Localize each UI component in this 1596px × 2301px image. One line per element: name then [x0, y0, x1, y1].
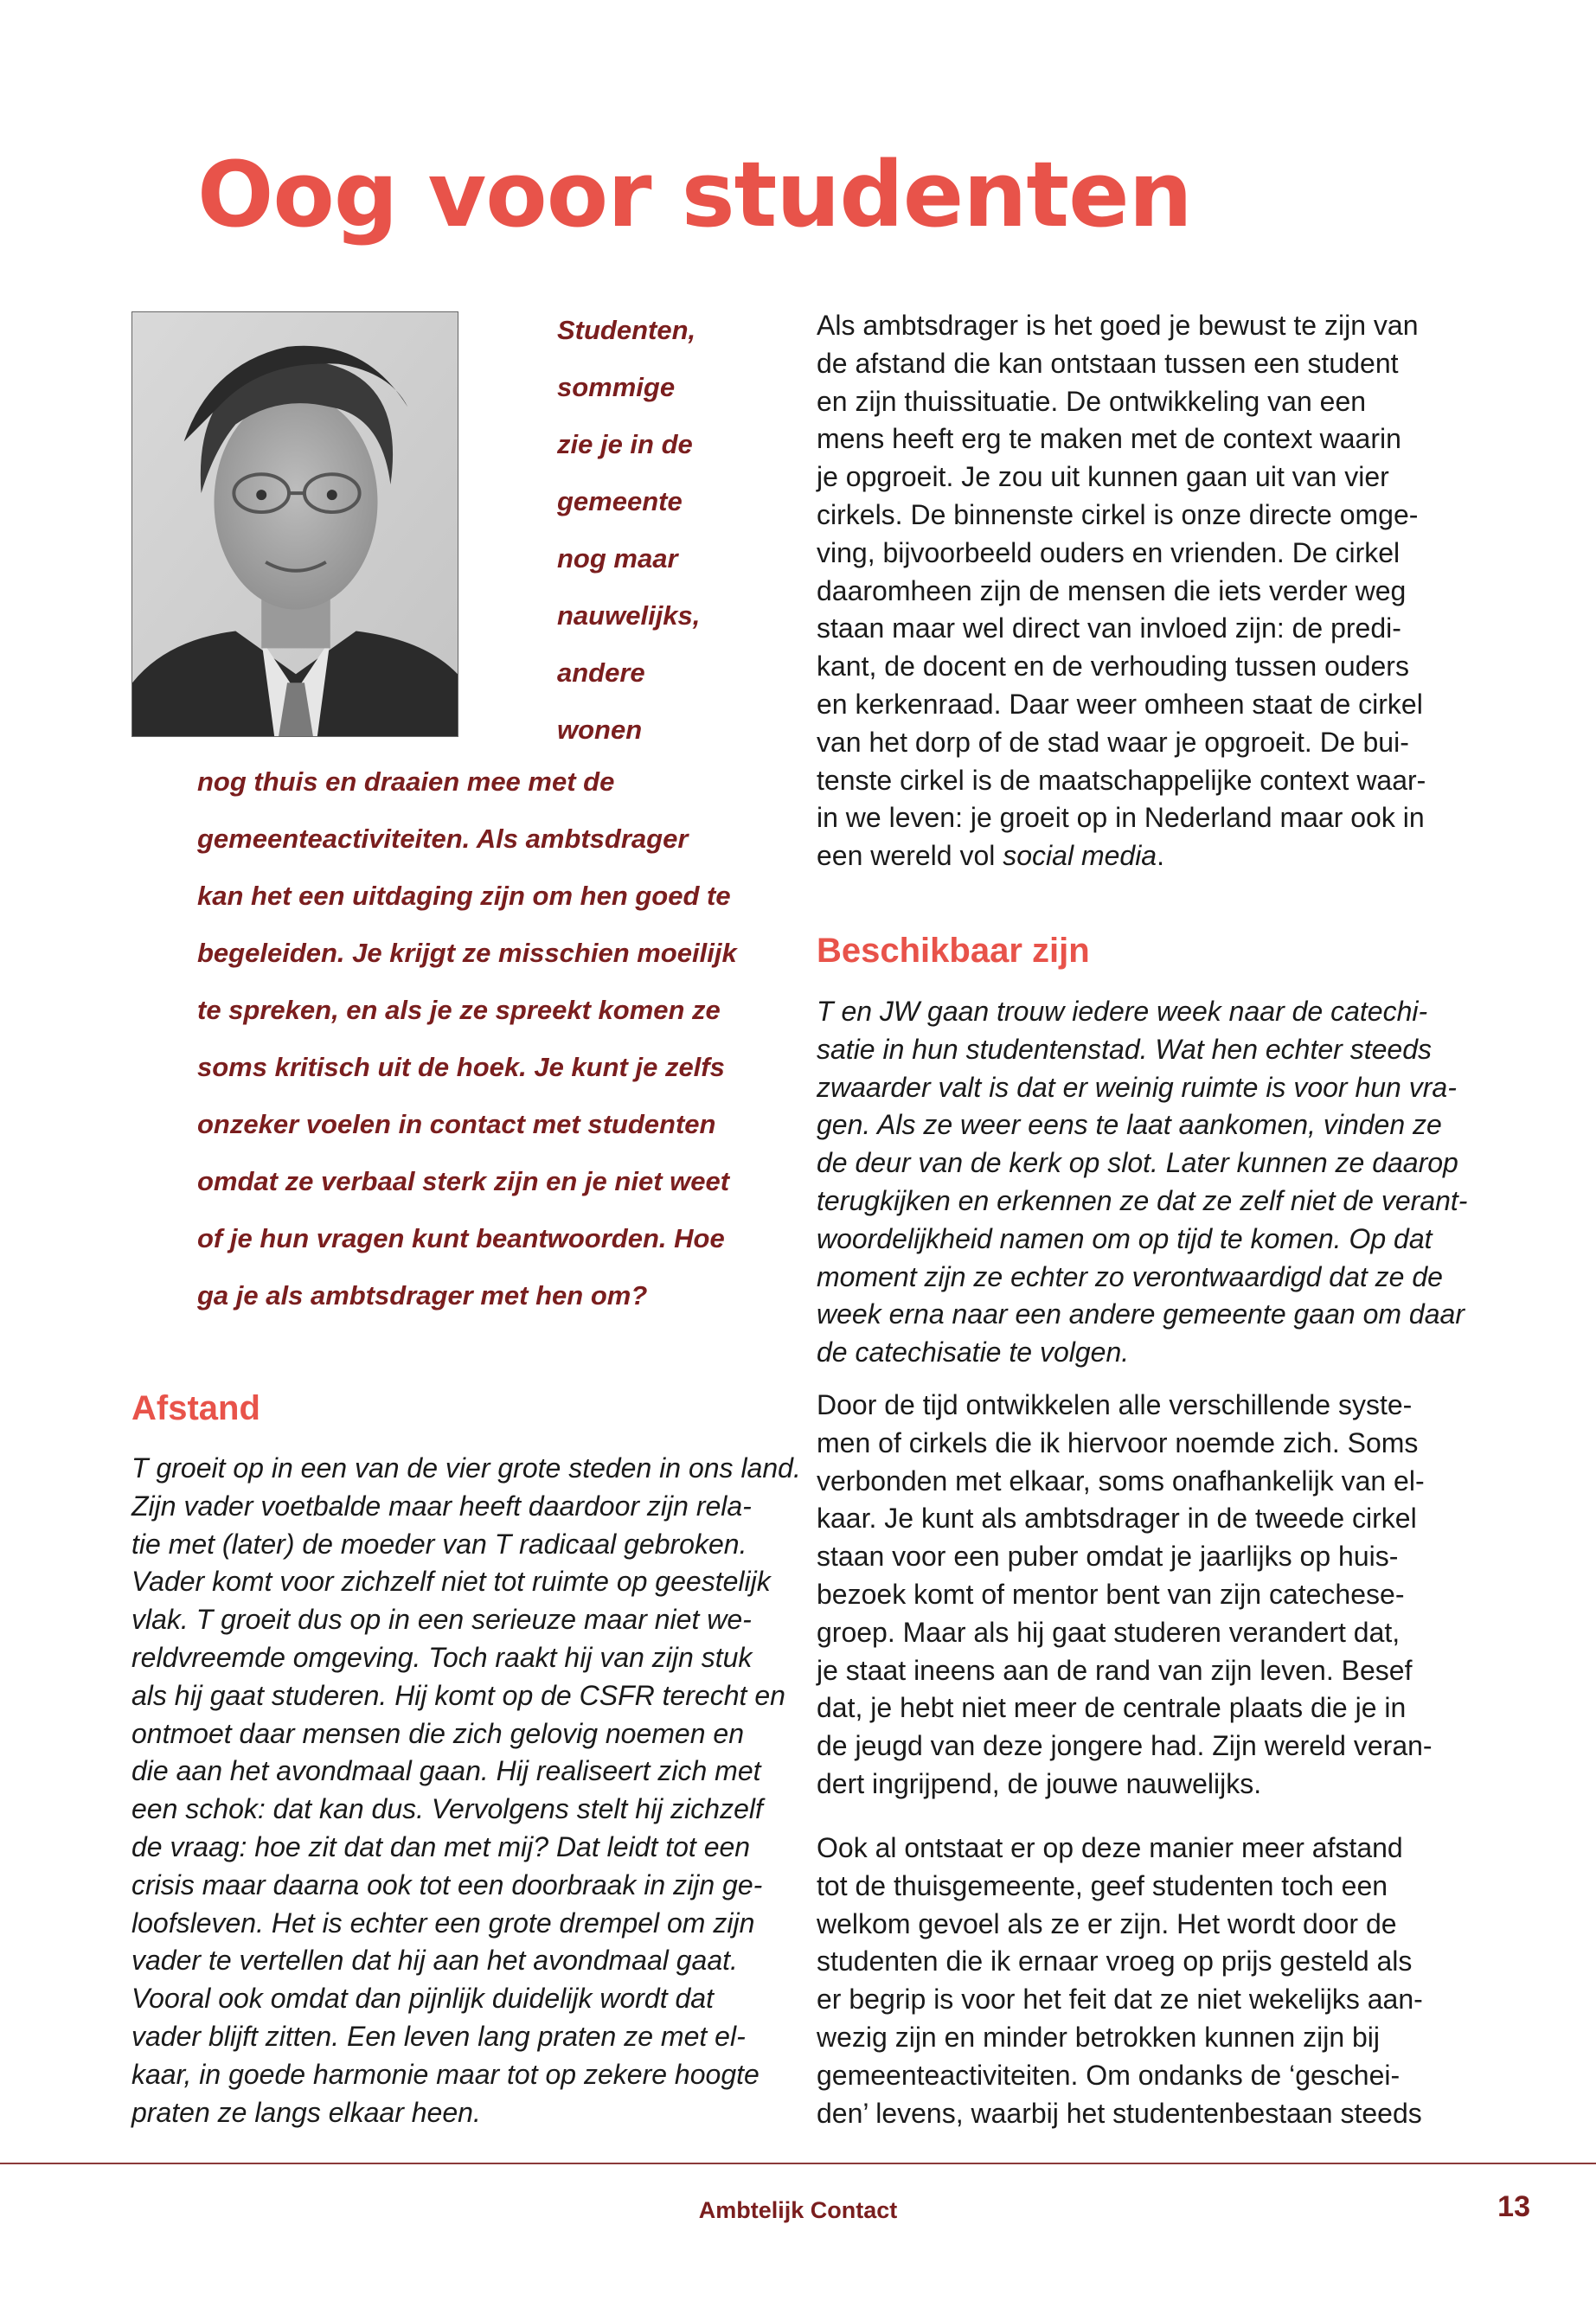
text-line: woordelijkheid namen om op tijd te komen. Op dat [817, 1222, 1433, 1254]
page-title: Oog voor studenten [197, 142, 1192, 247]
text-line: vlak. T groeit dus op in een serieuze maar niet we- [131, 1604, 752, 1636]
text-line: die aan het avondmaal gaan. Hij realiseert zich met [131, 1755, 761, 1787]
text-line: gemeenteactiviteiten. Om ondanks de ‘geschei- [817, 2059, 1401, 2091]
text-line: van het dorp of de stad waar je opgroeit. De bui- [817, 726, 1409, 758]
intro-line: wonen [557, 715, 643, 745]
text-line: daaromheen zijn de mensen die iets verder weg [817, 574, 1407, 606]
text-line: Als ambtsdrager is het goed je bewust te zijn van [817, 310, 1419, 341]
text-line: de catechisatie te volgen. [817, 1336, 1130, 1368]
portrait-photo [131, 311, 458, 737]
text-line: in we leven: je groeit op in Nederland maar ook in [817, 802, 1425, 834]
text-line: dert ingrijpend, de jouwe nauwelijks. [817, 1767, 1262, 1799]
text-fragment: een wereld vol [817, 840, 1003, 872]
intro-line: gemeenteactiviteiten. Als ambtsdrager [197, 824, 689, 854]
text-line: vader blijft zitten. Een leven lang praten ze met el- [131, 2020, 746, 2052]
intro-line: nog maar [557, 543, 678, 574]
text-line: studenten die ik ernaar vroeg op prijs gesteld als [817, 1945, 1413, 1977]
intro-line: sommige [557, 372, 676, 402]
text-line: praten ze langs elkaar heen. [131, 2096, 481, 2128]
intro-line: onzeker voelen in contact met studenten [197, 1109, 716, 1139]
intro-line: te spreken, en als je ze spreekt komen ze [197, 995, 721, 1025]
intro-line: gemeente [557, 486, 683, 516]
text-line: kaar, in goede harmonie maar tot op zekere hoogte [131, 2058, 760, 2090]
intro-line: kan het een uitdaging zijn om hen goed te [197, 881, 731, 911]
text-line: Door de tijd ontwikkelen alle verschillende syste- [817, 1389, 1413, 1420]
text-line: vader te vertellen dat hij aan het avondmaal gaat. [131, 1945, 738, 1977]
text-line: den’ levens, waarbij het studentenbestaan steeds [817, 2097, 1422, 2129]
text-line: reldvreemde omgeving. Toch raakt hij van zijn stuk [131, 1641, 753, 1673]
intro-lead-wide [197, 753, 803, 1324]
text-line: tenste cirkel is de maatschappelijke context waar- [817, 764, 1426, 796]
text-line: terugkijken en erkennen ze dat ze zelf niet de verant- [817, 1184, 1468, 1216]
text-line: de afstand die kan ontstaan tussen een student [817, 347, 1399, 379]
text-line: tot de thuisgemeente, geef studenten toch een [817, 1869, 1388, 1901]
intro-lead-narrow [557, 302, 808, 759]
text-line: Vooral ook omdat dan pijnlijk duidelijk wordt dat [131, 1983, 714, 2015]
text-line: verbonden met elkaar, soms onafhankelijk van el- [817, 1465, 1425, 1497]
text-line: Ook al ontstaat er op deze manier meer afstand [817, 1832, 1403, 1863]
page-number: 13 [1497, 2190, 1530, 2223]
text-line: en zijn thuissituatie. De ontwikkeling van een [817, 385, 1367, 417]
text-line: Zijn vader voetbalde maar heeft daardoor zijn rela- [131, 1490, 752, 1522]
text-line: ontmoet daar mensen die zich gelovig noemen en [131, 1717, 744, 1749]
text-line: staan maar wel direct van invloed zijn: de predi- [817, 612, 1401, 644]
intro-line: ga je als ambtsdrager met hen om? [197, 1280, 648, 1311]
text-line: moment zijn ze echter zo verontwaardigd dat ze de [817, 1260, 1443, 1292]
afstand-paragraph [131, 1450, 801, 2131]
intro-line: begeleiden. Je krijgt ze misschien moeilijk [197, 938, 737, 968]
text-line: als hij gaat studeren. Hij komt op de CSFR terecht en [131, 1679, 785, 1711]
text-line: T en JW gaan trouw iedere week naar de catechi- [817, 996, 1428, 1027]
beschikbaar-paragraph-2 [817, 1387, 1467, 1804]
beschikbaar-paragraph-3 [817, 1830, 1467, 2132]
text-line: dat, je hebt niet meer de centrale plaats die je in [817, 1692, 1407, 1724]
intro-line: Studenten, [557, 315, 696, 345]
text-line: bezoek komt of mentor bent van zijn catechese- [817, 1578, 1405, 1610]
text-line: de vraag: hoe zit dat dan met mij? Dat leidt tot een [131, 1830, 751, 1862]
text-line: gen. Als ze weer eens te laat aankomen, vinden ze [817, 1109, 1442, 1141]
text-line: tie met (later) de moeder van T radicaal gebroken. [131, 1528, 747, 1560]
text-line: kaar. Je kunt als ambtsdrager in de tweede cirkel [817, 1503, 1417, 1535]
beschikbaar-case-paragraph [817, 993, 1467, 1372]
text-line: week erna naar een andere gemeente gaan om daar [817, 1298, 1465, 1330]
text-line: ving, bijvoorbeeld ouders en vrienden. De cirkel [817, 536, 1401, 568]
intro-line: nog thuis en draaien mee met de [197, 766, 615, 797]
text-line: welkom gevoel als ze er zijn. Het wordt door de [817, 1907, 1397, 1939]
intro-line: nauwelijks, [557, 600, 701, 631]
text-fragment-italic: social media [1003, 840, 1157, 872]
text-line: en kerkenraad. Daar weer omheen staat de cirkel [817, 688, 1423, 720]
intro-line: zie je in de [557, 429, 693, 459]
text-line: een schok: dat kan dus. Vervolgens stelt hij zichzelf [131, 1793, 763, 1825]
text-line: crisis maar daarna ook tot een doorbraak in zijn ge- [131, 1868, 763, 1900]
text-line: de deur van de kerk op slot. Later kunnen ze daarop [817, 1147, 1458, 1179]
intro-line: omdat ze verbaal sterk zijn en je niet weet [197, 1166, 730, 1196]
text-line: T groeit op in een van de vier grote steden in ons land. [131, 1452, 801, 1484]
heading-afstand: Afstand [131, 1389, 260, 1427]
text-line: loofsleven. Het is echter een grote drempel om zijn [131, 1907, 755, 1939]
text-line [817, 837, 1467, 875]
text-line: cirkels. De binnenste cirkel is onze directe omge- [817, 498, 1419, 530]
intro-line: of je hun vragen kunt beantwoorden. Hoe [197, 1223, 725, 1253]
text-line: men of cirkels die ik hiervoor noemde zich. Soms [817, 1426, 1419, 1458]
text-line: je staat ineens aan de rand van zijn leven. Besef [817, 1654, 1413, 1686]
text-line: Vader komt voor zichzelf niet tot ruimte op geestelijk [131, 1566, 771, 1598]
heading-beschikbaar-zijn: Beschikbaar zijn [817, 932, 1090, 970]
intro-line: soms kritisch uit de hoek. Je kunt je zelfs [197, 1052, 725, 1082]
footer-divider [0, 2163, 1596, 2164]
intro-line: andere [557, 657, 645, 688]
text-line: mens heeft erg te maken met de context waarin [817, 423, 1401, 455]
text-fragment: . [1157, 840, 1164, 872]
text-line: je opgroeit. Je zou uit kunnen gaan uit van vier [817, 461, 1389, 493]
text-line: de jeugd van deze jongere had. Zijn wereld veran- [817, 1730, 1433, 1762]
text-line: kant, de docent en de verhouding tussen ouders [817, 651, 1409, 683]
text-line: zwaarder valt is dat er weinig ruimte is voor hun vra- [817, 1071, 1457, 1103]
text-line: wezig zijn en minder betrokken kunnen zijn bij [817, 2021, 1381, 2053]
right-intro-paragraph [817, 307, 1467, 875]
text-line: groep. Maar als hij gaat studeren verandert dat, [817, 1616, 1401, 1648]
text-line: er begrip is voor het feit dat ze niet wekelijks aan- [817, 1984, 1423, 2016]
text-line: satie in hun studentenstad. Wat hen echter steeds [817, 1033, 1432, 1065]
portrait-image [132, 312, 458, 736]
text-line: staan voor een puber omdat je jaarlijks op huis- [817, 1541, 1399, 1573]
publication-name: Ambtelijk Contact [698, 2197, 898, 2223]
